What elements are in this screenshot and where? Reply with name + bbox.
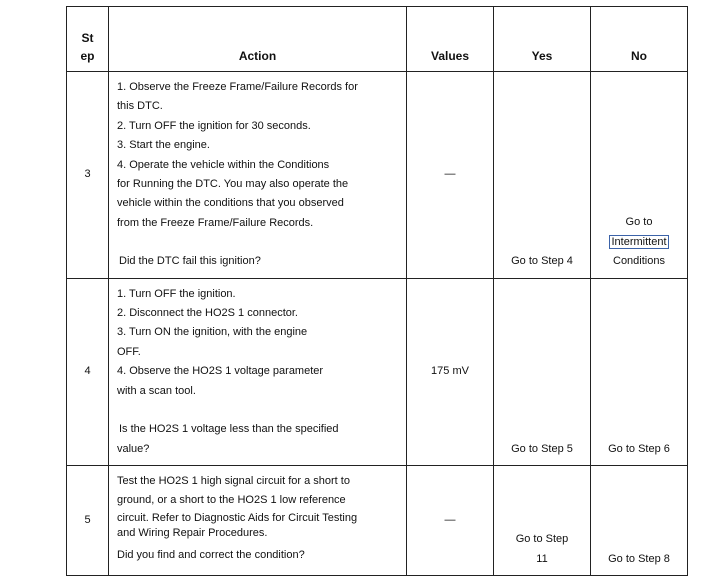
table-row-step-4 bbox=[67, 278, 688, 465]
table-row-step-5 bbox=[67, 465, 688, 575]
action-line: vehicle within the conditions that you observed bbox=[117, 197, 344, 210]
action-line: 2. Disconnect the HO2S 1 connector. bbox=[117, 307, 298, 320]
yes-cell[interactable]: Go to Step 5 bbox=[494, 278, 591, 465]
no-line-1: Go to bbox=[625, 216, 653, 229]
intermittent-conditions-link[interactable]: Intermittent bbox=[611, 235, 667, 248]
step-number: 3 bbox=[67, 72, 109, 279]
value-cell: 175 mV bbox=[407, 278, 494, 465]
value-cell: — bbox=[407, 465, 494, 575]
action-line: 3. Start the engine. bbox=[117, 139, 210, 152]
action-question: Did the DTC fail this ignition? bbox=[119, 255, 261, 268]
action-cell bbox=[109, 72, 407, 279]
action-line: 4. Operate the vehicle within the Conditions bbox=[117, 158, 330, 171]
action-line: 2. Turn OFF the ignition for 30 seconds. bbox=[117, 119, 311, 132]
header-step-line1: St bbox=[81, 31, 94, 45]
action-line-prefix: circuit. Refer to bbox=[117, 511, 195, 524]
step-number: 5 bbox=[67, 465, 109, 575]
yes-line-2: 11 bbox=[536, 552, 548, 565]
table-row-step-3 bbox=[67, 72, 688, 279]
action-line: this DTC. bbox=[117, 100, 163, 113]
header-row bbox=[67, 7, 688, 72]
no-line-3: Conditions bbox=[613, 255, 665, 268]
yes-cell[interactable]: Go to Step 4 bbox=[494, 72, 591, 279]
action-line: OFF. bbox=[117, 345, 141, 358]
action-question: Did you find and correct the condition? bbox=[117, 548, 305, 561]
action-cell bbox=[109, 278, 407, 465]
action-line: with a scan tool. bbox=[117, 384, 196, 397]
diagnostic-aids-link[interactable]: Diagnostic Aids for Circuit Testing bbox=[194, 511, 358, 524]
header-values: Values bbox=[407, 7, 494, 72]
value-cell: — bbox=[407, 72, 494, 279]
action-line: 4. Observe the HO2S 1 voltage parameter bbox=[117, 365, 324, 378]
no-cell[interactable]: Go to Step 8 bbox=[591, 465, 688, 575]
yes-cell[interactable] bbox=[494, 465, 591, 575]
yes-line-1: Go to Step bbox=[515, 533, 569, 546]
action-cell bbox=[109, 465, 407, 575]
no-cell bbox=[591, 72, 688, 279]
header-no: No bbox=[591, 7, 688, 72]
wiring-repair-link[interactable]: and Wiring Repair Procedures. bbox=[117, 526, 268, 539]
no-cell[interactable]: Go to Step 6 bbox=[591, 278, 688, 465]
step-number: 4 bbox=[67, 278, 109, 465]
action-line: from the Freeze Frame/Failure Records. bbox=[117, 216, 314, 229]
header-action: Action bbox=[109, 7, 407, 72]
header-step bbox=[67, 7, 109, 72]
action-line: 3. Turn ON the ignition, with the engine bbox=[117, 326, 308, 339]
action-question-line1: Is the HO2S 1 voltage less than the specified bbox=[119, 423, 339, 436]
action-line: 1. Turn OFF the ignition. bbox=[117, 287, 236, 300]
action-line: Test the HO2S 1 high signal circuit for a short to bbox=[117, 474, 350, 487]
action-line: ground, or a short to the HO2S 1 low reference bbox=[117, 494, 346, 507]
action-line: for Running the DTC. You may also operate the bbox=[117, 178, 349, 191]
header-yes: Yes bbox=[494, 7, 591, 72]
action-line: 1. Observe the Freeze Frame/Failure Records for bbox=[117, 81, 358, 93]
action-question-line2: value? bbox=[117, 442, 150, 455]
diagnostic-table bbox=[66, 6, 688, 576]
header-step-line2: ep bbox=[80, 49, 95, 63]
